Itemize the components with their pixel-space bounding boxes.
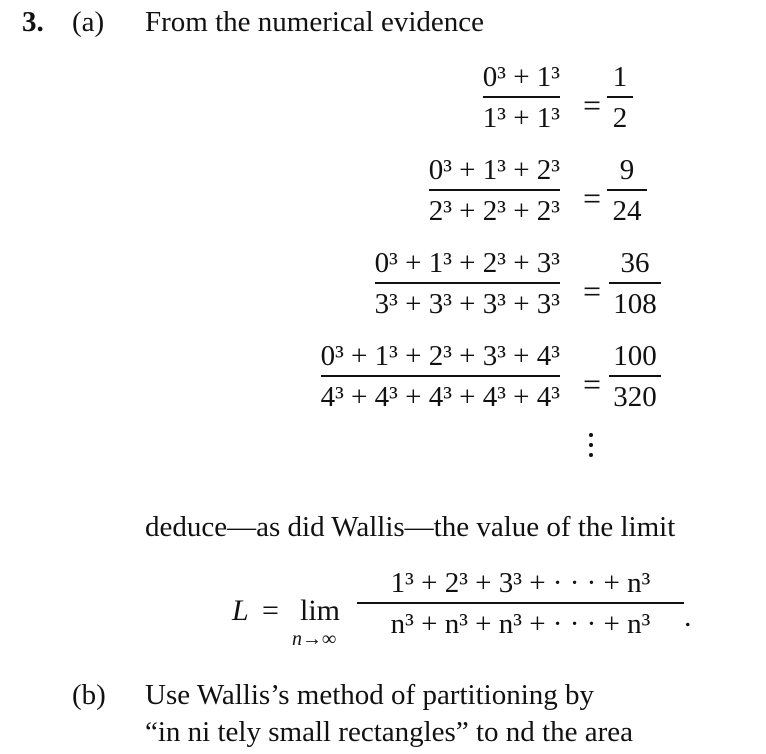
limit-equals: =	[262, 594, 279, 627]
equation-1-result-numerator: 1	[612, 61, 628, 93]
equation-2-equals: =	[582, 180, 602, 216]
part-a-label: (a)	[72, 6, 105, 38]
equation-2-lhs-fraction	[429, 155, 560, 226]
equation-2-denominator: 2³ + 2³ + 2³	[428, 195, 560, 227]
problem-number: 3.	[22, 6, 44, 38]
equation-3-numerator: 0³ + 1³ + 2³ + 3³	[374, 247, 560, 279]
equation-3-denominator: 3³ + 3³ + 3³ + 3³	[374, 288, 560, 320]
equation-1-numerator: 0³ + 1³	[482, 61, 560, 93]
equation-3-lhs-fraction	[375, 248, 560, 319]
equation-4-result-denominator: 320	[613, 381, 657, 413]
equation-1-result-fraction	[607, 62, 633, 133]
vertical-ellipsis	[589, 433, 595, 463]
equation-4-result-numerator: 100	[613, 340, 657, 372]
lim-subscript: n→∞	[292, 628, 337, 650]
equation-2-result-denominator: 24	[612, 195, 642, 227]
equation-3-equals: =	[582, 273, 602, 309]
equation-2-numerator: 0³ + 1³ + 2³	[428, 154, 560, 186]
limit-denominator: n³ + n³ + n³ + · · · + n³	[390, 608, 651, 640]
part-b-label: (b)	[72, 679, 106, 711]
equation-3-result-numerator: 36	[620, 247, 650, 279]
equation-1-result-denominator: 2	[612, 102, 628, 134]
equation-4-denominator: 4³ + 4³ + 4³ + 4³ + 4³	[320, 381, 560, 413]
equation-4-numerator: 0³ + 1³ + 2³ + 3³ + 4³	[320, 340, 560, 372]
equation-1-denominator: 1³ + 1³	[482, 102, 560, 134]
part-b-line-1: Use Wallis’s method of partitioning by	[145, 679, 595, 711]
ellipsis-dot	[589, 433, 593, 437]
equation-3-result-denominator: 108	[613, 288, 657, 320]
equation-1-equals: =	[582, 87, 602, 123]
part-a-intro: From the numerical evidence	[145, 6, 485, 38]
equation-4-lhs-fraction	[321, 341, 560, 412]
lim-operator: lim	[300, 594, 341, 627]
equation-1-lhs-fraction	[483, 62, 560, 133]
equation-4-result-fraction	[609, 341, 661, 412]
limit-period: .	[684, 600, 692, 633]
equation-3-result-fraction	[609, 248, 661, 319]
ellipsis-dot	[589, 443, 593, 447]
deduce-text: deduce—as did Wallis—the value of the limit	[145, 511, 676, 543]
equation-2-result-fraction	[607, 155, 647, 226]
limit-fraction	[357, 568, 684, 639]
limit-lhs: L	[232, 594, 249, 627]
equation-2-result-numerator: 9	[619, 154, 635, 186]
ellipsis-dot	[589, 453, 593, 457]
part-b-line-2: “in ni tely small rectangles” to nd the area	[145, 716, 633, 748]
limit-numerator: 1³ + 2³ + 3³ + · · · + n³	[390, 567, 651, 599]
equation-4-equals: =	[582, 366, 602, 402]
